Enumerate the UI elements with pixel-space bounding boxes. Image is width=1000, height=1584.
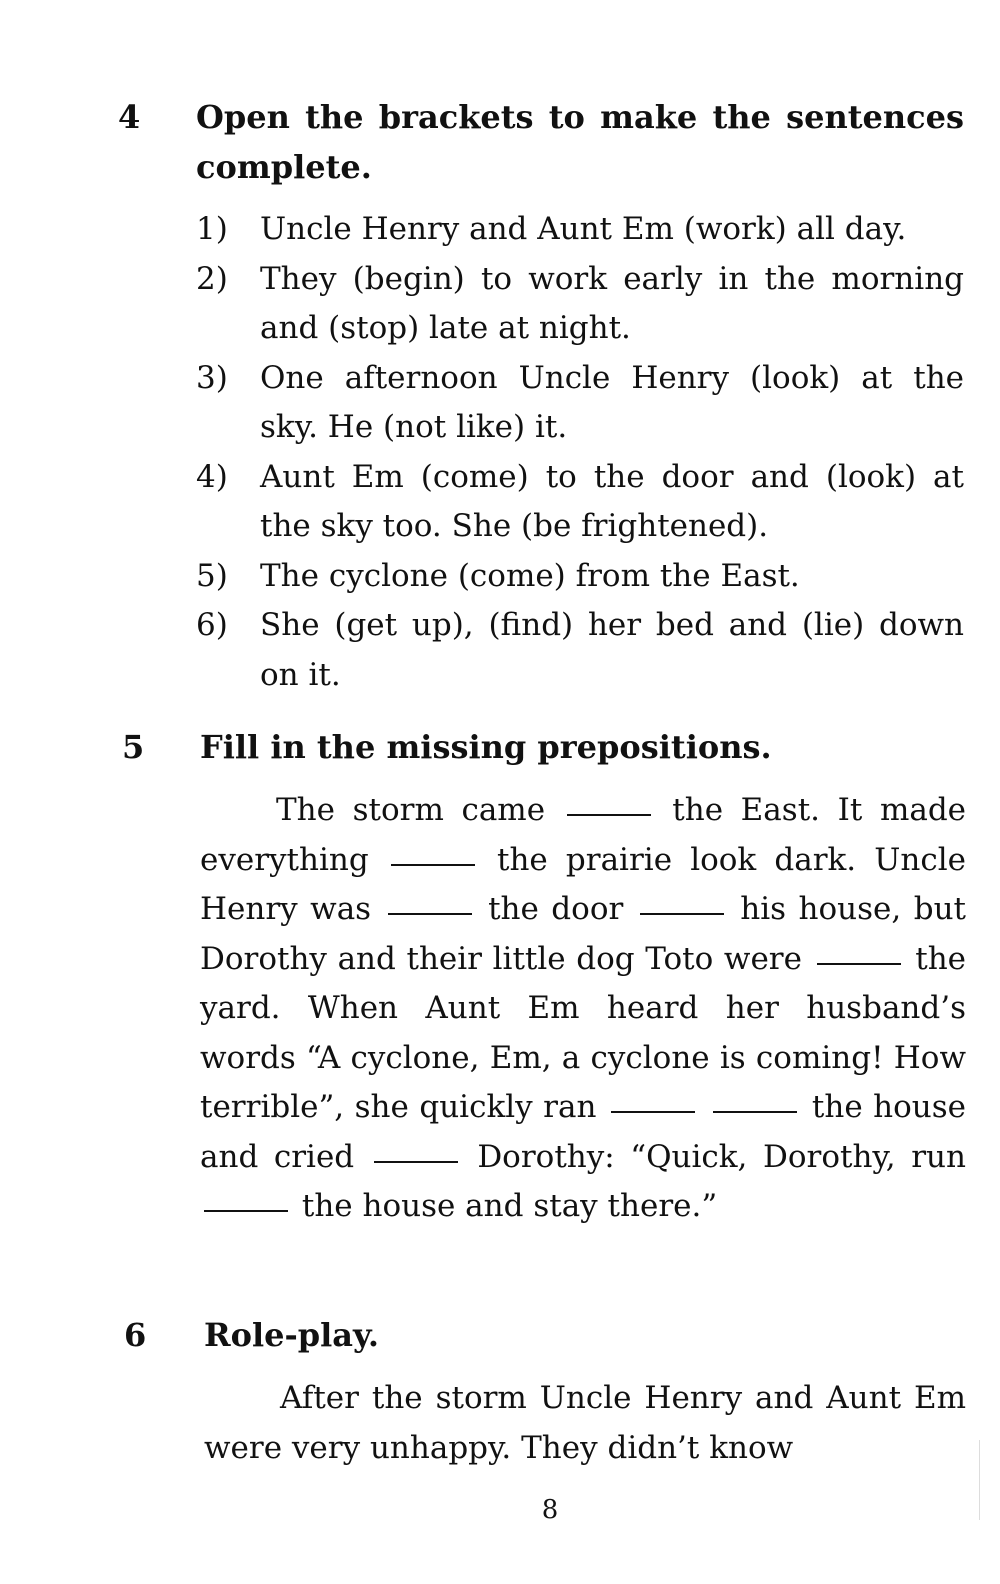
list-item xyxy=(196,552,964,602)
item-marker: 3) xyxy=(196,359,228,396)
text-segment: the house and cried xyxy=(200,1089,967,1175)
text-segment: the East. It made everything xyxy=(200,792,967,878)
blank-line xyxy=(388,913,472,915)
list-item xyxy=(196,255,964,354)
page-number: 8 xyxy=(541,1495,559,1525)
text-segment: the house and stay there.” xyxy=(301,1188,718,1224)
blank-line xyxy=(713,1111,797,1113)
item-marker: 1) xyxy=(196,211,228,247)
list-item xyxy=(196,601,964,700)
item-marker: 2) xyxy=(196,260,228,297)
exercise-title: Role-play. xyxy=(204,1316,380,1354)
item-text: Aunt Em (come) to the door and (look) at the sky too. She (be frightened). xyxy=(260,458,964,544)
blank-line xyxy=(611,1111,695,1113)
item-marker: 5) xyxy=(196,557,228,594)
item-text: Uncle Henry and Aunt Em (work) all day. xyxy=(260,211,907,247)
item-text: She (get up), (find) her bed and (lie) down on it. xyxy=(260,607,964,693)
blank-line xyxy=(640,913,724,915)
exercise-title: Fill in the missing prepositions. xyxy=(200,728,772,766)
blank-line xyxy=(817,963,901,965)
text-segment: the yard. When Aunt Em heard her husband’s words “A cyclone, Em, a cyclone is coming! How terrible”, she quickly ran xyxy=(200,940,967,1125)
exercise-number: 6 xyxy=(124,1316,147,1354)
item-text: The cyclone (come) from the East. xyxy=(260,557,800,594)
exercise-number: 4 xyxy=(118,98,141,136)
role-play-paragraph: After the storm Uncle Henry and Aunt Em were very unhappy. They didn’t know xyxy=(204,1380,966,1466)
exercise-number: 5 xyxy=(122,728,145,766)
text-segment: The storm came xyxy=(276,792,546,828)
blank-line xyxy=(204,1210,288,1212)
item-marker: 4) xyxy=(196,458,228,495)
text-segment: his house, but Dorothy and their little dog Toto were xyxy=(200,891,966,977)
sentence-list xyxy=(196,205,964,700)
gap-fill-paragraph xyxy=(200,786,966,1232)
text-segment: the door xyxy=(488,891,624,927)
blank-line xyxy=(391,864,475,866)
list-item xyxy=(196,453,964,552)
list-item xyxy=(196,205,964,255)
exercise-title: Open the brackets to make the sentences complete. xyxy=(196,98,964,186)
item-text: One afternoon Uncle Henry (look) at the sky. He (not like) it. xyxy=(260,359,964,445)
blank-line xyxy=(567,814,651,816)
page-edge-mark xyxy=(979,1440,980,1520)
text-segment: the prairie look dark. Uncle Henry was xyxy=(200,841,967,927)
text-segment: Dorothy: “Quick, Dorothy, run xyxy=(477,1138,966,1175)
blank-line xyxy=(374,1161,458,1163)
item-marker: 6) xyxy=(196,607,228,643)
item-text: They (begin) to work early in the morning and (stop) late at night. xyxy=(260,260,964,346)
list-item xyxy=(196,354,964,453)
